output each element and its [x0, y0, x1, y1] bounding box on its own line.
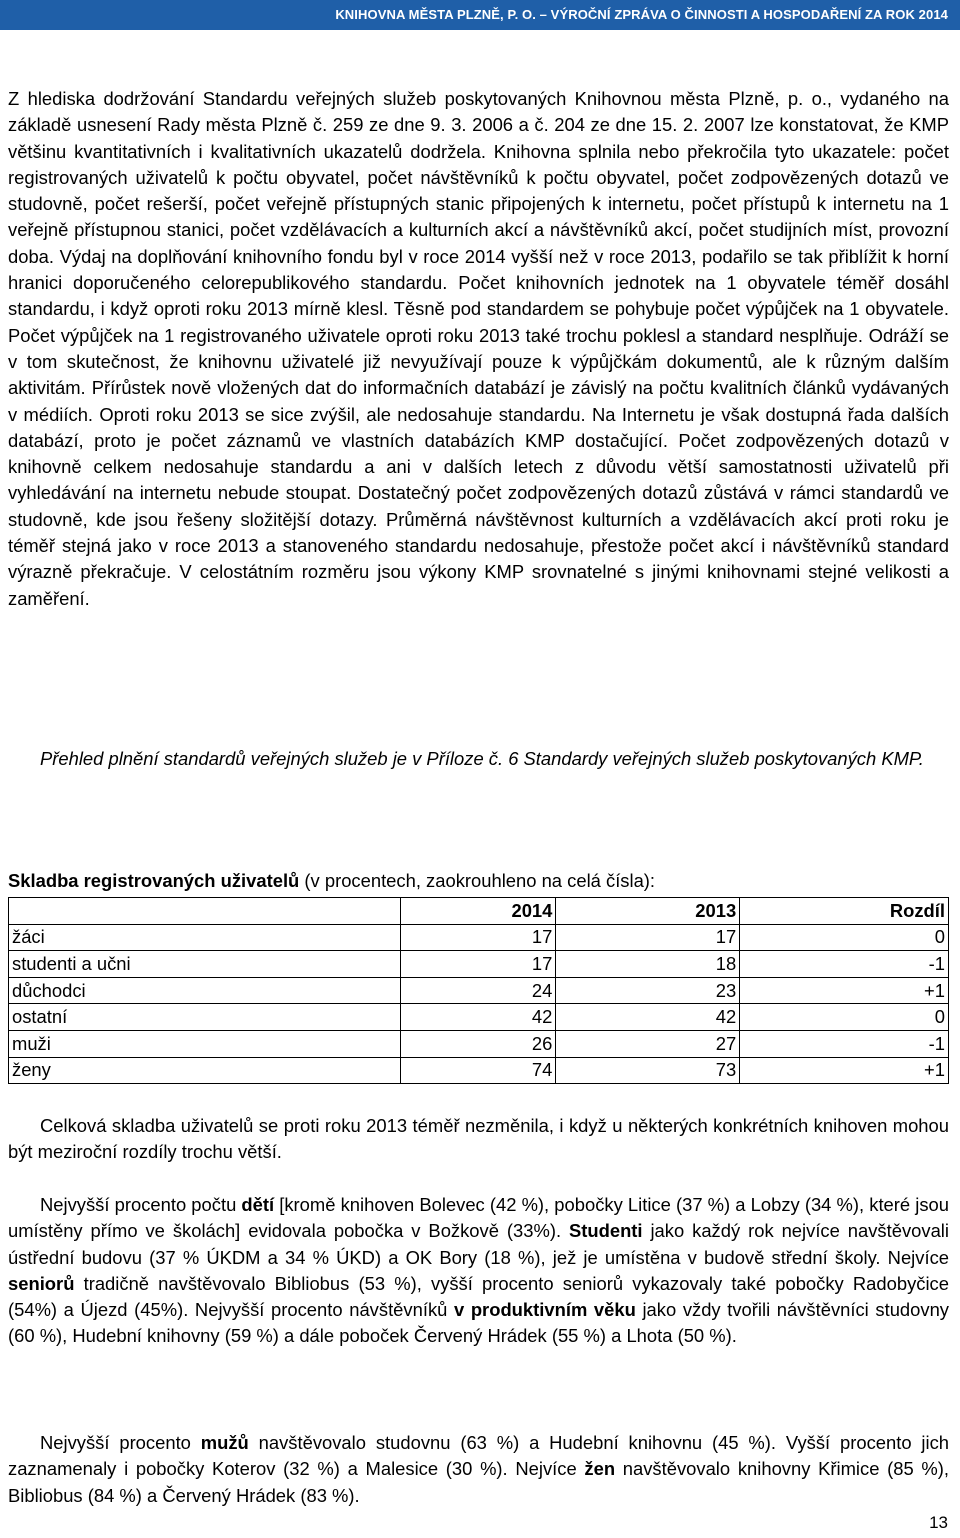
- row-label: ostatní: [9, 1004, 401, 1031]
- row-value-2014: 26: [400, 1030, 556, 1057]
- table-row: [9, 1004, 949, 1031]
- row-difference: +1: [740, 977, 949, 1004]
- row-value-2014: 17: [400, 924, 556, 951]
- row-value-2013: 27: [556, 1030, 740, 1057]
- row-value-2014: 17: [400, 951, 556, 978]
- row-difference: -1: [740, 1030, 949, 1057]
- bold-term-productive-age: v produktivním věku: [453, 1299, 636, 1321]
- children-paragraph: [8, 1192, 949, 1350]
- gender-paragraph: [8, 1430, 949, 1509]
- bold-term-children: dětí: [241, 1194, 275, 1215]
- table-header-cell: 2014: [400, 898, 556, 925]
- table-header-cell: [9, 898, 401, 925]
- row-label: žáci: [9, 924, 401, 951]
- text-span: Nejvyšší procento: [40, 1432, 201, 1453]
- table-title: [8, 868, 949, 894]
- text-span: tradičně navštěvovalo Bibliobus (53 %), vyšší procento seniorů vykazovaly také pobočky Radobyčice (54%) a Újezd (45%). Nejvyšší procento návštěvníků: [8, 1272, 949, 1321]
- row-difference: 0: [740, 1004, 949, 1031]
- intro-text: Z hlediska dodržování Standardu veřejných služeb poskytovaných Knihovnou města Plzně, p. o., vydaného na základě usnesení Rady města Plzně č. 259 ze dne 9. 3. 2006 a č. 204 ze dne 15. 2. 2007 lze konstatovat, že KMP většinu kvantitativních i kvalitativních ukazatelů dodržela. Knihovna splnila nebo překročila tyto ukazatele: počet registrovaných uživatelů k počtu obyvatel, počet návštěvníků k počtu obyvatel, počet zodpovězených dotazů ve studovně, počet rešerší, počet veřejně přístupných stanic připojených k internetu, počet přístupů k internetu na 1 veřejně přístupnou stanici, počet vzdělávacích a kulturních akcí a návštěvníků akcí, počet studijních míst, provozní doba. Výdaj na doplňování knihovního fondu byl v roce 2014 vyšší než v roce 2013, podařilo se tak přiblížit k horní hranici doporučeného celorepublikového standardu. Počet knihovních jednotek na 1 obyvatele téměř dosáhl standardu, i když oproti roku 2013 mírně klesl. Těsně pod standardem se pohybuje počet výpůjček na 1 obyvatele. Počet výpůjček na 1 registrovaného uživatele oproti roku 2013 také trochu poklesl a standard nesplňuje. Odráží se v tom skutečnost, že knihovnu uživatelé již nevyužívají pouze k výpůjčkám dokumentů, ale k různým dalším aktivitám. Přírůstek nově vložených dat do informačních databází je závislý na počtu kvalitních článků vydávaných v médiích. Oproti roku 2013 se sice zvýšil, ale nedosahuje standardu. Na Internetu je však dostupná řada dalších databází, proto je počet záznamů ve vlastních databázích KMP dostačující. Počet zodpovězených dotazů v knihovně celkem nedosahuje standardu a ani v dalších letech z důvodu větší samostatnosti uživatelů při vyhledávání na internetu nebude stoupat. Dostatečný počet zodpovězených dotazů zůstává v rámci standardů ve studovně, kde jsou řešeny složitější dotazy. Průměrná návštěvnost kulturních a vzdělávacích akcí proti roku je téměř stejná jako v roce 2013 a stanoveného standardu nedosahuje, přestože počet akcí i návštěvníků standard výrazně překračuje. V celostátním rozměru jsou výkony KMP srovnatelné s jinými knihovnami stejné velikosti a zaměření.: [8, 88, 949, 609]
- overview-paragraph: [8, 746, 949, 772]
- row-value-2013: 18: [556, 951, 740, 978]
- text-span: Nejvyšší procento počtu: [40, 1194, 242, 1215]
- table-row: [9, 1030, 949, 1057]
- bold-term-women: žen: [584, 1458, 616, 1480]
- row-value-2014: 42: [400, 1004, 556, 1031]
- table-row: [9, 1057, 949, 1084]
- text-span: navštěvovalo studovnu (63 %) a Hudební knihovnu (45 %). Vyšší procento jich zaznamenaly i pobočky Koterov (32 %) a Malesice (30 %). Nejvíce: [8, 1432, 950, 1480]
- bold-term-seniors: seniorů: [8, 1272, 75, 1294]
- overview-text: Přehled plnění standardů veřejných služeb je v Příloze č. 6 Standardy veřejných služeb poskytovaných KMP.: [40, 748, 924, 769]
- row-difference: -1: [740, 951, 949, 978]
- row-value-2014: 24: [400, 977, 556, 1004]
- table-header-cell: 2013: [556, 898, 740, 925]
- row-value-2013: 42: [556, 1004, 740, 1031]
- row-label: ženy: [9, 1057, 401, 1084]
- text-span: navštěvovalo knihovny Křimice (85 %), Bibliobus (84 %) a Červený Hrádek (83 %).: [8, 1458, 949, 1506]
- row-label: důchodci: [9, 977, 401, 1004]
- row-difference: +1: [740, 1057, 949, 1084]
- row-value-2013: 73: [556, 1057, 740, 1084]
- total-text: Celková skladba uživatelů se proti roku 2013 téměř nezměnila, i když u některých konkrétních knihoven mohou být meziroční rozdíly trochu větší.: [8, 1115, 949, 1163]
- table-title-bold: Skladba registrovaných uživatelů: [8, 870, 300, 891]
- row-label: muži: [9, 1030, 401, 1057]
- table-header-cell: Rozdíl: [740, 898, 949, 925]
- table-row: [9, 977, 949, 1004]
- table-header-row: [9, 898, 949, 925]
- row-value-2013: 17: [556, 924, 740, 951]
- row-value-2013: 23: [556, 977, 740, 1004]
- report-header: [0, 0, 960, 30]
- text-span: [kromě knihoven Bolevec (42 %), pobočky Litice (37 %) a Lobzy (34 %), které jsou umístěny přímo ve školách] evidovala pobočka v Božkově (33%).: [8, 1194, 949, 1242]
- row-value-2014: 74: [400, 1057, 556, 1084]
- total-paragraph: [8, 1113, 949, 1166]
- bold-term-students: Studenti: [568, 1220, 643, 1242]
- intro-paragraph: [8, 86, 949, 612]
- page-number: 13: [929, 1513, 948, 1532]
- row-difference: 0: [740, 924, 949, 951]
- bold-term-men: mužů: [200, 1432, 249, 1453]
- text-span: jako každý rok nejvíce navštěvovali ústřední budovu (37 % ÚKDM a 34 % ÚKD) a OK Bory (18 %), jež je umístěna v budově střední školy. Nejvíce: [8, 1220, 949, 1268]
- table-title-rest: (v procentech, zaokrouhleno na celá čísla):: [299, 870, 656, 891]
- row-label: studenti a učni: [9, 951, 401, 978]
- text-span: jako vždy tvořili návštěvníci studovny (60 %), Hudební knihovny (59 %) a dále poboček Červený Hrádek (55 %) a Lhota (50 %).: [8, 1299, 949, 1347]
- table-row: [9, 924, 949, 951]
- table-row: [9, 951, 949, 978]
- users-composition-table: [8, 897, 949, 1084]
- header-title: KNIHOVNA MĚSTA PLZNĚ, P. O. – VÝROČNÍ ZPRÁVA O ČINNOSTI A HOSPODAŘENÍ ZA ROK 2014: [335, 7, 948, 22]
